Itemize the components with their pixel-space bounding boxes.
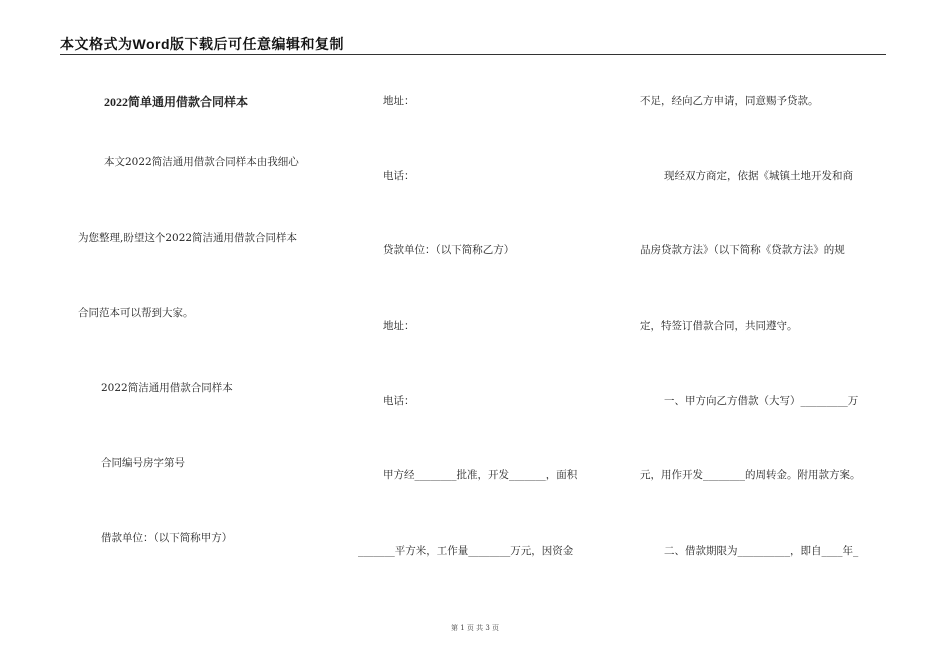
paragraph-line: 地址： xyxy=(383,95,415,107)
paragraph-line: 借款单位：（以下简称甲方） xyxy=(101,532,233,544)
paragraph-line: 二、借款期限为__________，即自____年_ xyxy=(664,545,859,557)
paragraph-line: 合同范本可以帮到大家。 xyxy=(78,307,194,319)
paragraph-line: 2022简洁通用借款合同样本 xyxy=(101,382,233,394)
paragraph-line: 本文2022简洁通用借款合同样本由我细心 xyxy=(104,156,299,168)
paragraph-line: 地址： xyxy=(383,320,415,332)
paragraph-line: 甲方经________批准，开发_______，面积 xyxy=(383,469,578,481)
paragraph-line: 电话： xyxy=(383,170,415,182)
paragraph-line: 为您整理,盼望这个2022简洁通用借款合同样本 xyxy=(78,232,298,244)
paragraph-line: 电话： xyxy=(383,395,415,407)
paragraph-line: 一、甲方向乙方借款（大写）_________万 xyxy=(664,395,859,407)
page-footer: 第 1 页 共 3 页 xyxy=(450,624,500,632)
document-title: 2022简单通用借款合同样本 xyxy=(104,95,249,109)
paragraph-line: 现经双方商定，依据《城镇土地开发和商 xyxy=(664,170,853,182)
paragraph-line: 品房贷款方法》（以下简称《贷款方法》的规 xyxy=(640,244,845,256)
header-title: 本文格式为Word版下载后可任意编辑和复制 xyxy=(60,36,345,52)
paragraph-line: _______平方米，工作量________万元，因资金 xyxy=(358,545,574,557)
paragraph-line: 元，用作开发________的周转金。附用款方案。 xyxy=(640,469,861,481)
document-header xyxy=(60,34,886,55)
paragraph-line: 贷款单位：（以下简称乙方） xyxy=(383,244,515,256)
paragraph-line: 合同编号房字第号 xyxy=(101,457,185,469)
paragraph-line: 定，特签订借款合同，共同遵守。 xyxy=(640,320,798,332)
paragraph-line: 不足，经向乙方申请，同意赐予贷款。 xyxy=(640,95,819,107)
